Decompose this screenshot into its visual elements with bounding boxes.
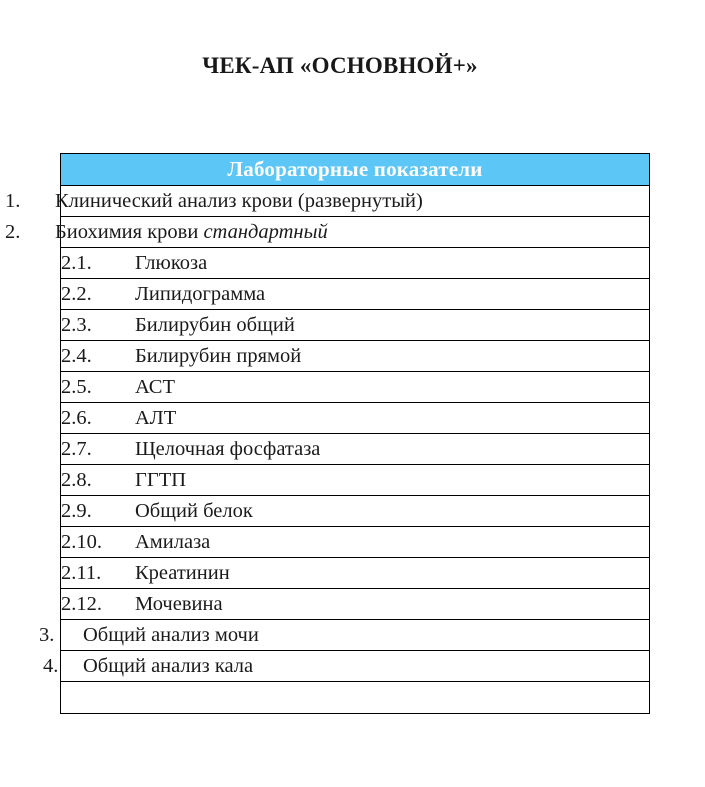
table-row — [61, 434, 650, 465]
table-row — [61, 186, 650, 217]
subitem-number: 2.6. — [61, 407, 92, 429]
item-number: 2. — [5, 221, 21, 243]
subitem-number: 2.10. — [61, 531, 102, 553]
subitem-row-inner — [61, 527, 649, 557]
subitem-label: Билирубин общий — [135, 314, 295, 336]
table-cell-subitem — [61, 310, 650, 341]
page-title: ЧЕК-АП «ОСНОВНОЙ+» — [202, 53, 478, 78]
subitem-number: 2.1. — [61, 252, 92, 274]
item-label-emphasis: стандартный — [203, 221, 328, 243]
subitem-label: ГГТП — [135, 469, 187, 491]
subitem-number: 2.7. — [61, 438, 92, 460]
table-cell-item — [39, 620, 650, 651]
subitem-number: 2.5. — [61, 376, 92, 398]
subitem-row-inner — [61, 496, 649, 526]
subitem-label: Мочевина — [135, 593, 223, 615]
table-header-lab-indicators: Лабораторные показатели — [61, 154, 650, 186]
table-cell-subitem — [61, 341, 650, 372]
subitem-number: 2.4. — [61, 345, 92, 367]
table-cell-item — [5, 217, 650, 248]
table-head — [61, 154, 650, 186]
subitem-label: Щелочная фосфатаза — [135, 438, 321, 460]
table-cell-subitem — [61, 403, 650, 434]
subitem-row-inner — [61, 248, 649, 278]
item-label: Общий анализ кала — [83, 655, 254, 677]
item-number: 3. — [39, 624, 55, 646]
subitem-row-inner — [61, 465, 649, 495]
table-cell-subitem — [61, 372, 650, 403]
subitem-number: 2.3. — [61, 314, 92, 336]
lab-tests-table — [5, 153, 650, 714]
subitem-number: 2.12. — [61, 593, 102, 615]
subitem-row-inner — [61, 372, 649, 402]
table-row — [61, 651, 650, 682]
table-row — [61, 310, 650, 341]
table-row — [61, 248, 650, 279]
table-cell-subitem — [61, 465, 650, 496]
lab-tests-table-container — [5, 153, 650, 714]
subitem-row-inner — [61, 341, 649, 371]
table-row — [61, 527, 650, 558]
subitem-number: 2.2. — [61, 283, 92, 305]
table-header-row — [61, 154, 650, 186]
table-cell-subitem — [61, 558, 650, 589]
subitem-number: 2.9. — [61, 500, 92, 522]
table-row — [61, 403, 650, 434]
subitem-row-inner — [61, 403, 649, 433]
table-row — [61, 279, 650, 310]
subitem-row-inner — [61, 279, 649, 309]
subitem-label: Общий белок — [135, 500, 253, 522]
table-row — [61, 372, 650, 403]
subitem-row-inner — [61, 310, 649, 340]
table-cell-subitem — [61, 279, 650, 310]
item-label: Общий анализ мочи — [83, 624, 259, 646]
table-row — [61, 496, 650, 527]
item-label: Биохимия крови — [55, 221, 204, 243]
table-cell-item — [5, 186, 650, 217]
item-label: Клинический анализ крови (развернутый) — [55, 190, 423, 212]
table-cell-item — [43, 651, 650, 682]
table-cell-empty — [61, 682, 650, 714]
subitem-label: Глюкоза — [135, 252, 208, 274]
item-number: 4. — [43, 655, 59, 677]
subitem-label: АЛТ — [135, 407, 177, 429]
item-number: 1. — [5, 190, 21, 212]
table-row — [61, 465, 650, 496]
table-cell-subitem — [61, 434, 650, 465]
subitem-number: 2.8. — [61, 469, 92, 491]
table-cell-subitem — [61, 248, 650, 279]
subitem-label: Билирубин прямой — [135, 345, 302, 367]
table-row — [61, 620, 650, 651]
subitem-label: АСТ — [135, 376, 175, 398]
table-row — [61, 682, 650, 714]
table-body — [5, 186, 650, 714]
subitem-row-inner — [61, 434, 649, 464]
table-cell-subitem — [61, 496, 650, 527]
table-cell-subitem — [61, 527, 650, 558]
subitem-label: Креатинин — [135, 562, 230, 584]
subitem-label: Липидограмма — [135, 283, 266, 305]
subitem-number: 2.11. — [61, 562, 102, 584]
table-row — [61, 217, 650, 248]
subitem-row-inner — [61, 558, 649, 588]
subitem-label: Амилаза — [135, 531, 211, 553]
subitem-row-inner — [61, 589, 649, 619]
table-row — [61, 589, 650, 620]
table-row — [61, 558, 650, 589]
table-cell-subitem — [61, 589, 650, 620]
table-row — [61, 341, 650, 372]
